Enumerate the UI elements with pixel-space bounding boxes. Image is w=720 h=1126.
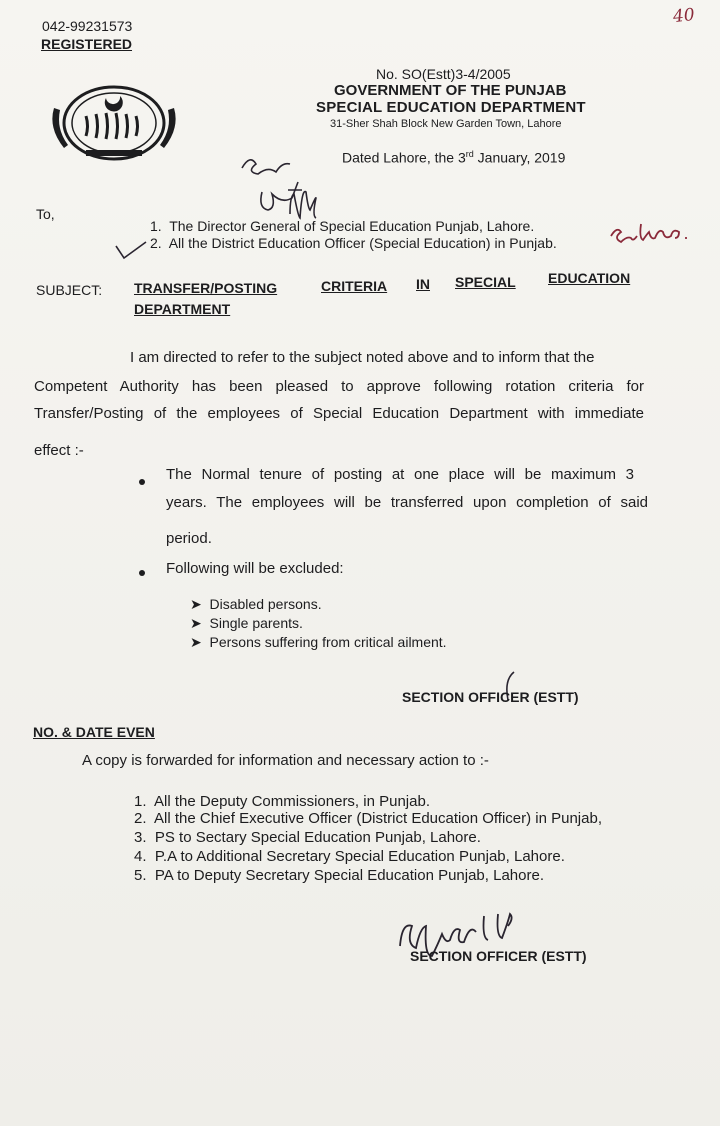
copy-item: 5. PA to Deputy Secretary Special Education Punjab, Lahore. [134,867,544,884]
bullet-dot-icon [139,570,145,576]
sub-bullet-item: ➤ Single parents. [190,615,303,631]
copy-item: 4. P.A to Additional Secretary Special Education Punjab, Lahore. [134,848,565,865]
copy-item: 1. All the Deputy Commissioners, in Punjab. [134,793,430,810]
arrow-bullet-icon: ➤ [190,615,202,631]
arrow-bullet-icon: ➤ [190,596,202,612]
subject-word: IN [416,276,430,292]
bullet-line: Following will be excluded: [166,560,344,577]
to-label: To, [36,206,55,222]
sub-bullet-item: ➤ Persons suffering from critical ailment. [190,634,447,650]
body-line: effect :- [34,442,84,459]
subject-word: SPECIAL [455,274,516,290]
tick-mark-icon [114,238,150,267]
reference-number: No. SO(Estt)3-4/2005 [376,66,511,82]
body-line: I am directed to refer to the subject noted above and to inform that the [130,349,595,366]
body-line: Transfer/Posting of the employees of Special Education Department with immediate [34,405,644,422]
bullet-line: period. [166,530,212,547]
subject-word: TRANSFER/POSTING [134,280,278,296]
body-line: Competent Authority has been pleased to approve following rotation criteria for [34,378,644,395]
dated-line: Dated Lahore, the 3rd January, 2019 [342,149,566,166]
government-title: GOVERNMENT OF THE PUNJAB [334,82,567,99]
subject-label: SUBJECT: [36,282,103,298]
sub-bullet-item: ➤ Disabled persons. [190,596,322,612]
copy-forward-intro: A copy is forwarded for information and necessary action to :- [82,752,489,769]
bullet-line: years. The employees will be transferred upon completion of said [166,494,648,511]
phone-number: 042-99231573 [42,18,133,34]
arrow-bullet-icon: ➤ [190,634,202,650]
copy-item: 3. PS to Sectary Special Education Punjab, Lahore. [134,829,481,846]
bullet-dot-icon [139,479,145,485]
page-mark: 40 [672,4,696,28]
recipient-item: 2. All the District Education Officer (Special Education) in Punjab. [150,235,557,251]
registered-label: REGISTERED [41,36,133,52]
section-officer-title: SECTION OFFICER (ESTT) [402,689,579,705]
punjab-emblem-icon [48,78,180,168]
subject-word: CRITERIA [321,278,388,294]
subject-line-2: DEPARTMENT [134,301,231,317]
no-date-even-heading: NO. & DATE EVEN [33,724,155,740]
department-title: SPECIAL EDUCATION DEPARTMENT [316,99,586,116]
recipient-item: 1. The Director General of Special Education Punjab, Lahore. [150,218,535,234]
copy-item: 2. All the Chief Executive Officer (District Education Officer) in Punjab, [134,810,602,827]
section-officer-title: SECTION OFFICER (ESTT) [410,948,587,964]
subject-word: EDUCATION [548,270,631,286]
department-address: 31-Sher Shah Block New Garden Town, Lahore [330,118,562,130]
handwritten-name-icon [607,218,687,253]
bullet-line: The Normal tenure of posting at one place will be maximum 3 [166,466,634,483]
